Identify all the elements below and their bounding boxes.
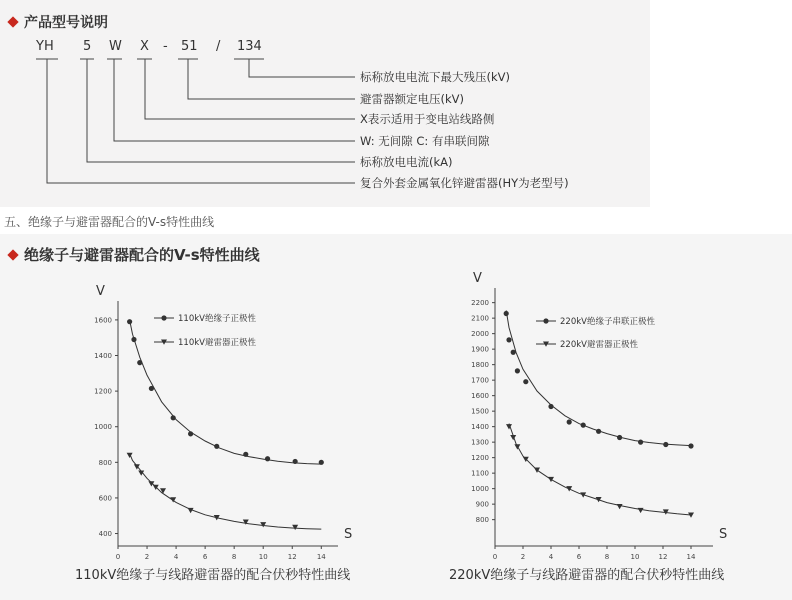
- model-code-x: X: [140, 39, 149, 54]
- y-tick-label: 2000: [471, 330, 489, 339]
- x-axis-label: S: [344, 527, 353, 542]
- data-point: [617, 435, 622, 440]
- data-point: [506, 337, 511, 342]
- data-point: [510, 435, 516, 440]
- data-point: [566, 486, 572, 491]
- x-tick-label: 10: [258, 553, 268, 561]
- data-point: [548, 404, 553, 409]
- series-curve: [130, 453, 322, 529]
- x-tick-label: 14: [686, 553, 696, 561]
- data-point: [293, 459, 298, 464]
- x-tick-label: 0: [492, 553, 498, 561]
- data-point: [581, 423, 586, 428]
- desc-gap-type: W: 无间隙 C: 有串联间隙: [360, 134, 490, 148]
- data-point: [567, 419, 572, 424]
- y-tick-label: 600: [98, 494, 112, 503]
- data-point: [292, 525, 298, 530]
- x-tick-label: 14: [316, 553, 326, 561]
- data-point: [265, 456, 270, 461]
- model-code-134: 134: [237, 39, 262, 54]
- model-code-yh: YH: [36, 39, 54, 54]
- y-tick-label: 1000: [471, 485, 489, 494]
- x-tick-label: 10: [630, 553, 640, 561]
- data-point: [243, 452, 248, 457]
- data-point: [127, 453, 133, 458]
- data-point: [149, 386, 154, 391]
- data-point: [188, 431, 193, 436]
- x-tick-label: 0: [115, 553, 121, 561]
- y-tick-label: 400: [98, 530, 112, 539]
- model-explanation-panel: [0, 0, 650, 207]
- legend-label: 110kV绝缘子正极性: [178, 314, 256, 324]
- vs-heading: 绝缘子与避雷器配合的V-s特性曲线: [24, 246, 260, 264]
- chart-110kv-caption: 110kV绝缘子与线路避雷器的配合伏秒特性曲线: [75, 568, 351, 583]
- chart-110kv: [60, 256, 440, 561]
- chart-220kv-caption: 220kV绝缘子与线路避雷器的配合伏秒特性曲线: [449, 568, 725, 583]
- desc-composite-arrester: 复合外套金属氧化锌避雷器(HY为老型号): [360, 176, 569, 190]
- data-point: [523, 379, 528, 384]
- data-point: [638, 440, 643, 445]
- data-point: [638, 508, 644, 513]
- y-tick-label: 1200: [94, 387, 112, 396]
- y-tick-label: 1400: [471, 423, 489, 432]
- x-tick-label: 12: [658, 553, 668, 561]
- data-point: [511, 350, 516, 355]
- data-point: [319, 460, 324, 465]
- x-tick-label: 4: [548, 553, 554, 561]
- model-code-slash: /: [216, 39, 221, 54]
- model-bracket-lines: [0, 0, 400, 207]
- x-tick-label: 6: [202, 553, 208, 561]
- y-tick-label: 1600: [471, 392, 489, 401]
- legend-label: 110kV避雷器正极性: [178, 338, 256, 348]
- y-tick-label: 1300: [471, 438, 489, 447]
- data-point: [214, 444, 219, 449]
- desc-rated-voltage: 避雷器额定电压(kV): [360, 92, 464, 106]
- model-code-5: 5: [83, 39, 92, 54]
- data-point: [596, 497, 602, 502]
- y-axis-label: V: [473, 271, 482, 286]
- legend-marker: [161, 315, 166, 320]
- desc-substation-side: X表示适用于变电站线路侧: [360, 112, 495, 126]
- y-tick-label: 1000: [94, 423, 112, 432]
- model-code-51: 51: [181, 39, 198, 54]
- legend-marker: [543, 318, 548, 323]
- y-axis-label: V: [96, 284, 105, 299]
- section-caption: 五、绝缘子与避雷器配合的V-s特性曲线: [4, 215, 215, 229]
- y-tick-label: 800: [475, 516, 489, 525]
- y-tick-label: 1700: [471, 376, 489, 385]
- series-curve: [506, 310, 691, 445]
- y-tick-label: 1200: [471, 454, 489, 463]
- data-point: [596, 429, 601, 434]
- y-tick-label: 1800: [471, 361, 489, 370]
- y-tick-label: 2100: [471, 314, 489, 323]
- desc-discharge-current: 标称放电电流(kA): [360, 155, 453, 169]
- x-tick-label: 2: [144, 553, 150, 561]
- data-point: [171, 415, 176, 420]
- model-code-dash: -: [163, 39, 168, 54]
- y-tick-label: 1900: [471, 345, 489, 354]
- data-point: [160, 488, 166, 493]
- x-tick-label: 2: [520, 553, 526, 561]
- y-tick-label: 1600: [94, 316, 112, 325]
- data-point: [663, 442, 668, 447]
- y-tick-label: 1500: [471, 407, 489, 416]
- data-point: [548, 477, 554, 482]
- data-point: [127, 319, 132, 324]
- model-heading: 产品型号说明: [24, 15, 108, 31]
- chart-220kv: [440, 256, 770, 561]
- y-tick-label: 900: [475, 500, 489, 509]
- y-tick-label: 1400: [94, 352, 112, 361]
- x-tick-label: 4: [173, 553, 179, 561]
- y-tick-label: 1100: [471, 469, 489, 478]
- desc-max-residual-voltage: 标称放电电流下最大残压(kV): [360, 70, 510, 84]
- legend-label: 220kV避雷器正极性: [560, 340, 638, 350]
- y-tick-label: 800: [98, 458, 112, 467]
- data-point: [514, 444, 520, 449]
- data-point: [504, 311, 509, 316]
- legend-label: 220kV绝缘子串联正极性: [560, 317, 655, 327]
- data-point: [617, 504, 623, 509]
- x-tick-label: 12: [287, 553, 297, 561]
- x-tick-label: 6: [576, 553, 582, 561]
- model-code-w: W: [109, 39, 122, 54]
- x-tick-label: 8: [231, 553, 237, 561]
- heading-diamond-icon: [7, 249, 18, 260]
- data-point: [137, 360, 142, 365]
- x-axis-label: S: [719, 527, 728, 542]
- data-point: [131, 337, 136, 342]
- x-tick-label: 8: [604, 553, 610, 561]
- data-point: [515, 368, 520, 373]
- data-point: [688, 443, 693, 448]
- vs-curves-panel: [0, 234, 792, 600]
- y-tick-label: 2200: [471, 299, 489, 308]
